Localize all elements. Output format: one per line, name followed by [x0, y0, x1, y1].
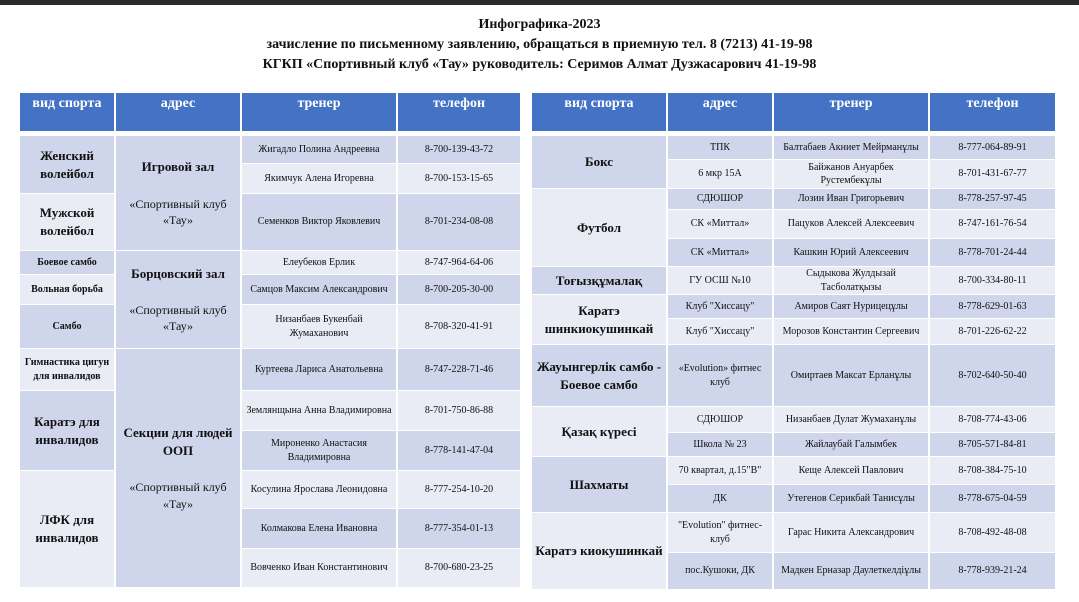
sport-name: Вольная борьба [20, 275, 116, 305]
phone-number: 8-701-750-86-88 [398, 391, 520, 431]
coach-name: Жайлаубай Галымбек [774, 433, 930, 457]
coach-name: Елеубеков Ерлик [242, 251, 398, 275]
sport-name: Каратэ для инвалидов [20, 391, 116, 471]
coach-name: Амиров Саят Нурицецұлы [774, 295, 930, 319]
address-cell: СК «Миттал» [668, 239, 774, 267]
sport-name: Каратэ шинкиокушинкай [532, 295, 668, 345]
coach-name: Низанбаев Букенбай Жумаханович [242, 305, 398, 349]
coach-name: Гарас Никита Александрович [774, 513, 930, 553]
sport-name: Каратэ киокушинкай [532, 513, 668, 590]
table-row [532, 407, 1055, 433]
coach-name: Мироненко Анастасия Владимировна [242, 431, 398, 471]
phone-number: 8-778-701-24-44 [930, 239, 1055, 267]
address-cell: 6 мкр 15А [668, 160, 774, 189]
table-row [532, 136, 1055, 160]
sport-name: Боевое самбо [20, 251, 116, 275]
sport-name: Жауынгерлік самбо - Боевое самбо [532, 345, 668, 407]
table-row [532, 295, 1055, 319]
phone-number: 8-701-226-62-22 [930, 319, 1055, 345]
phone-number: 8-700-153-15-65 [398, 164, 520, 194]
address-cell: СДЮШОР [668, 407, 774, 433]
column-header: тренер [774, 93, 930, 131]
address-cell: Школа № 23 [668, 433, 774, 457]
phone-number: 8-778-629-01-63 [930, 295, 1055, 319]
club-info: КГКП «Спортивный клуб «Тау» руководитель: Серимов Алмат Дузжасарович 41-19-98 [262, 57, 817, 72]
address-cell: Клуб "Хиссацу" [668, 319, 774, 345]
coach-name: Вовченко Иван Константинович [242, 549, 398, 588]
sport-name: Самбо [20, 305, 116, 349]
table-row [20, 391, 520, 431]
table-row [532, 457, 1055, 485]
coach-name: Сыдыкова Жулдызай Тасболатқызы [774, 267, 930, 295]
address-cell: 70 квартал, д.15"В" [668, 457, 774, 485]
coach-name: Землянщына Анна Владимировна [242, 391, 398, 431]
table-row [532, 267, 1055, 295]
phone-number: 8-700-139-43-72 [398, 136, 520, 164]
address-cell [116, 251, 242, 349]
coach-name: Якимчук Алена Игоревна [242, 164, 398, 194]
coach-name: Жигадло Полина Андреевна [242, 136, 398, 164]
table-row [20, 251, 520, 275]
coach-name: Балтабаев Акниет Мейрманұлы [774, 136, 930, 160]
coach-name: Колмакова Елена Ивановна [242, 509, 398, 549]
phone-number: 8-708-320-41-91 [398, 305, 520, 349]
phone-number: 8-778-675-04-59 [930, 485, 1055, 513]
left-sports-table [20, 93, 520, 588]
table-row [20, 471, 520, 509]
table-row [20, 194, 520, 251]
phone-number: 8-777-354-01-13 [398, 509, 520, 549]
column-header: адрес [668, 93, 774, 131]
right-sports-table [532, 93, 1055, 590]
coach-name: Семенков Виктор Яковлевич [242, 194, 398, 251]
phone-number: 8-700-205-30-00 [398, 275, 520, 305]
address-cell: СК «Миттал» [668, 210, 774, 239]
table-header [20, 93, 520, 131]
page-subtitle: зачисление по письменному заявлению, обращаться в приемную тел. 8 (7213) 41-19-98 [266, 37, 813, 52]
phone-number: 8-708-492-48-08 [930, 513, 1055, 553]
phone-number: 8-701-234-08-08 [398, 194, 520, 251]
phone-number: 8-708-774-43-06 [930, 407, 1055, 433]
sport-name: Женский волейбол [20, 136, 116, 194]
address-cell: СДЮШОР [668, 189, 774, 210]
club-name: «Спортивный клуб «Тау» [129, 196, 227, 227]
club-name: «Спортивный клуб «Тау» [129, 303, 227, 334]
coach-name: Кашкин Юрий Алексеевич [774, 239, 930, 267]
address-cell: ТПК [668, 136, 774, 160]
sport-name: Бокс [532, 136, 668, 189]
sport-name: Футбол [532, 189, 668, 267]
coach-name: Утегенов Серикбай Танисұлы [774, 485, 930, 513]
sport-name: Қазақ күресі [532, 407, 668, 457]
phone-number: 8-705-571-84-81 [930, 433, 1055, 457]
address-cell: пос.Кушоки, ДК [668, 553, 774, 590]
phone-number: 8-702-640-50-40 [930, 345, 1055, 407]
coach-name: Пацуков Алексей Алексеевич [774, 210, 930, 239]
coach-name: Куртеева Лариса Анатольевна [242, 349, 398, 391]
club-name: «Спортивный клуб «Тау» [129, 480, 227, 511]
sport-name: ЛФК для инвалидов [20, 471, 116, 588]
table-row [532, 345, 1055, 407]
phone-number: 8-778-257-97-45 [930, 189, 1055, 210]
phone-number: 8-777-254-10-20 [398, 471, 520, 509]
coach-name: Лозин Иван Григорьевич [774, 189, 930, 210]
address-cell: ГУ ОСШ №10 [668, 267, 774, 295]
sport-name: Мужской волейбол [20, 194, 116, 251]
phone-number: 8-700-334-80-11 [930, 267, 1055, 295]
phone-number: 8-701-431-67-77 [930, 160, 1055, 189]
table-row [20, 275, 520, 305]
coach-name: Омиртаев Максат Ерланұлы [774, 345, 930, 407]
coach-name: Байжанов Ануарбек Рустембекұлы [774, 160, 930, 189]
address-cell: "Evolution" фитнес-клуб [668, 513, 774, 553]
column-header: адрес [116, 93, 242, 131]
table-row [20, 349, 520, 391]
table-row [20, 305, 520, 349]
phone-number: 8-747-964-64-06 [398, 251, 520, 275]
address-cell [116, 349, 242, 588]
column-header: телефон [930, 93, 1055, 131]
table-row [532, 189, 1055, 210]
table-header [532, 93, 1055, 131]
coach-name: Мадкен Ерназар Даулеткелдіұлы [774, 553, 930, 590]
phone-number: 8-700-680-23-25 [398, 549, 520, 588]
column-header: вид спорта [20, 93, 116, 131]
coach-name: Косулина Ярослава Леонидовна [242, 471, 398, 509]
phone-number: 8-777-064-89-91 [930, 136, 1055, 160]
address-cell: Клуб "Хиссацу" [668, 295, 774, 319]
column-header: тренер [242, 93, 398, 131]
sport-name: Гимнастика цигун для инвалидов [20, 349, 116, 391]
page-title: Инфографика-2023 [478, 17, 601, 32]
table-row [532, 513, 1055, 553]
hall-name: Секции для людей ООП [123, 425, 233, 458]
coach-name: Кеще Алексей Павлович [774, 457, 930, 485]
top-bar [0, 0, 1079, 5]
table-row [20, 136, 520, 164]
coach-name: Низанбаев Дулат Жумаханұлы [774, 407, 930, 433]
sport-name: Тоғызқұмалақ [532, 267, 668, 295]
phone-number: 8-778-939-21-24 [930, 553, 1055, 590]
hall-name: Борцовский зал [131, 265, 225, 281]
phone-number: 8-747-161-76-54 [930, 210, 1055, 239]
coach-name: Морозов Константин Сергеевич [774, 319, 930, 345]
phone-number: 8-708-384-75-10 [930, 457, 1055, 485]
column-header: телефон [398, 93, 520, 131]
address-cell: ДК [668, 485, 774, 513]
sport-name: Шахматы [532, 457, 668, 513]
address-cell [116, 136, 242, 251]
column-header: вид спорта [532, 93, 668, 131]
phone-number: 8-747-228-71-46 [398, 349, 520, 391]
hall-name: Игровой зал [141, 159, 215, 175]
address-cell: «Evolution» фитнес клуб [668, 345, 774, 407]
phone-number: 8-778-141-47-04 [398, 431, 520, 471]
coach-name: Самцов Максим Александрович [242, 275, 398, 305]
